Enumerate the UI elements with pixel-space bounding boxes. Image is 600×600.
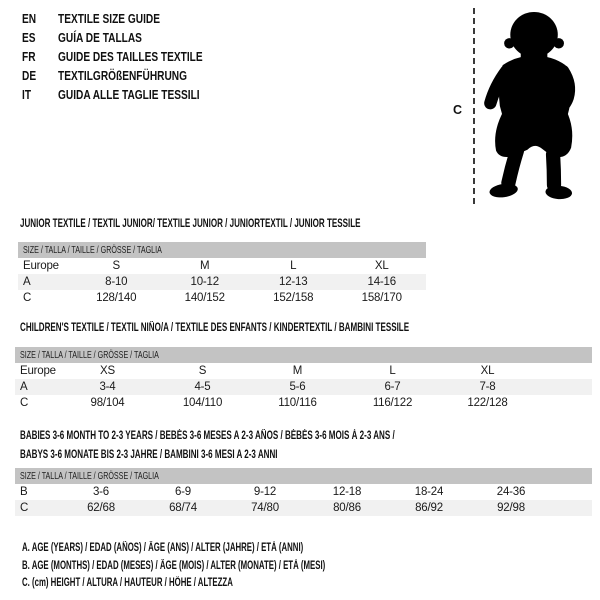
size-cell: L	[290, 260, 297, 272]
size-cell: 6-9	[174, 486, 192, 498]
size-header-text: SIZE / TALLA / TAILLE / GRÖSSE / TAGLIA	[20, 470, 159, 482]
table-row-height	[15, 500, 592, 516]
language-label: GUÍA DE TALLAS	[58, 30, 142, 45]
size-header-text: SIZE / TALLA / TAILLE / GRÖSSE / TAGLIA	[23, 244, 162, 256]
size-cell: 4-5	[194, 381, 211, 393]
language-row	[22, 47, 243, 66]
size-cell: 12-18	[332, 486, 362, 498]
babies-size-table	[15, 468, 592, 516]
size-header-row	[18, 242, 426, 258]
row-label: Europe	[20, 365, 56, 377]
size-cell: XL	[374, 260, 389, 272]
size-cell: XL	[480, 365, 495, 377]
language-code: IT	[22, 87, 32, 102]
size-cell: 152/158	[273, 292, 314, 304]
footnote-age-years	[22, 538, 468, 556]
table-row-height	[18, 290, 426, 306]
language-label: GUIDA ALLE TAGLIE TESSILI	[58, 87, 200, 102]
row-label: Europe	[23, 260, 59, 272]
language-code: EN	[22, 11, 37, 26]
toddler-silhouette-image	[478, 4, 592, 208]
babies-table-title-line2: BABYS 3-6 MONATE BIS 2-3 JAHRE / BAMBINI 3-6 MESI A 2-3 ANNI	[20, 449, 278, 461]
language-code: DE	[22, 68, 37, 83]
language-label: GUIDE DES TAILLES TEXTILE	[58, 49, 203, 64]
children-size-table	[15, 347, 592, 411]
size-cell: L	[389, 365, 396, 377]
language-label: TEXTILE SIZE GUIDE	[58, 11, 160, 26]
language-row	[22, 9, 243, 28]
table-row-europe	[15, 363, 592, 379]
size-cell: 9-12	[253, 486, 277, 498]
size-cell: 18-24	[414, 486, 444, 498]
language-code: ES	[22, 30, 36, 45]
children-table-title	[20, 318, 576, 337]
language-row	[22, 85, 243, 104]
size-cell: 14-16	[367, 276, 396, 288]
size-cell: 74/80	[251, 502, 279, 514]
size-cell: 5-6	[289, 381, 306, 393]
row-label: A	[20, 381, 28, 393]
size-cell: 7-8	[479, 381, 496, 393]
size-cell: 86/92	[415, 502, 443, 514]
size-header-row	[15, 468, 592, 484]
size-cell: 80/86	[333, 502, 361, 514]
size-cell: 122/128	[467, 397, 508, 409]
size-cell: 10-12	[190, 276, 219, 288]
table-row-age-years	[15, 379, 592, 395]
babies-table-title	[20, 426, 555, 464]
size-cell: S	[112, 260, 120, 272]
table-row-height	[15, 395, 592, 411]
table-row-age-years	[18, 274, 426, 290]
row-label: A	[23, 276, 31, 288]
language-code: FR	[22, 49, 36, 64]
language-header	[22, 9, 243, 104]
junior-size-table	[18, 242, 426, 306]
size-cell: 24-36	[496, 486, 526, 498]
size-header-text: SIZE / TALLA / TAILLE / GRÖSSE / TAGLIA	[20, 349, 159, 361]
footnote-age-months	[22, 556, 468, 574]
table-row-age-months	[15, 484, 592, 500]
footnote-text: A. AGE (YEARS) / EDAD (AÑOS) / ÂGE (ANS) / ALTER (JAHRE) / ETÀ (ANNI)	[22, 542, 304, 554]
size-cell: 6-7	[384, 381, 401, 393]
babies-table-title-line1: BABIES 3-6 MONTH TO 2-3 YEARS / BEBÉS 3-6 MESES A 2-3 AÑOS / BÉBÉS 3-6 MOIS À 2-3 ANS /	[20, 430, 395, 442]
row-label: C	[20, 397, 29, 409]
footnote-text: C. (cm) HEIGHT / ALTURA / HAUTEUR / HÖHE / ALTEZZA	[22, 577, 233, 589]
row-label: C	[23, 292, 32, 304]
table-row-europe	[18, 258, 426, 274]
size-cell: 8-10	[105, 276, 128, 288]
row-label: B	[20, 486, 28, 498]
size-cell: 140/152	[184, 292, 225, 304]
size-cell: 158/170	[361, 292, 402, 304]
children-table-title-text: CHILDREN'S TEXTILE / TEXTIL NIÑO/A / TEXTILE DES ENFANTS / KINDERTEXTIL / BAMBINI TESSILE	[20, 322, 410, 334]
size-cell: 3-4	[99, 381, 116, 393]
size-cell: M	[200, 260, 210, 272]
size-cell: 128/140	[96, 292, 137, 304]
height-measure-label: C	[453, 103, 463, 117]
junior-table-title-text: JUNIOR TEXTILE / TEXTIL JUNIOR/ TEXTILE JUNIOR / JUNIORTEXTIL / JUNIOR TESSILE	[20, 218, 361, 230]
footnote-height-cm	[22, 573, 468, 591]
size-cell: S	[198, 365, 207, 377]
size-header-row	[15, 347, 592, 363]
size-cell: 62/68	[87, 502, 115, 514]
size-cell: 3-6	[92, 486, 110, 498]
language-row	[22, 66, 243, 85]
size-cell: 12-13	[279, 276, 308, 288]
language-label: TEXTILGRÖßENFÜHRUNG	[58, 68, 188, 83]
size-cell: M	[292, 365, 303, 377]
size-cell: 98/104	[90, 397, 125, 409]
size-cell: 92/98	[497, 502, 525, 514]
height-measure-dashed-line	[473, 8, 475, 204]
size-cell: 110/116	[278, 397, 317, 409]
size-cell: 116/122	[372, 397, 413, 409]
size-cell: 68/74	[169, 502, 197, 514]
footnotes	[22, 538, 468, 591]
row-label: C	[20, 502, 29, 514]
language-row	[22, 28, 243, 47]
junior-table-title	[20, 214, 506, 233]
footnote-text: B. AGE (MONTHS) / EDAD (MESES) / ÂGE (MOIS) / ALTER (MONATE) / ETÀ (MESI)	[22, 559, 326, 572]
size-cell: XS	[100, 365, 115, 377]
size-cell: 104/110	[182, 397, 223, 409]
